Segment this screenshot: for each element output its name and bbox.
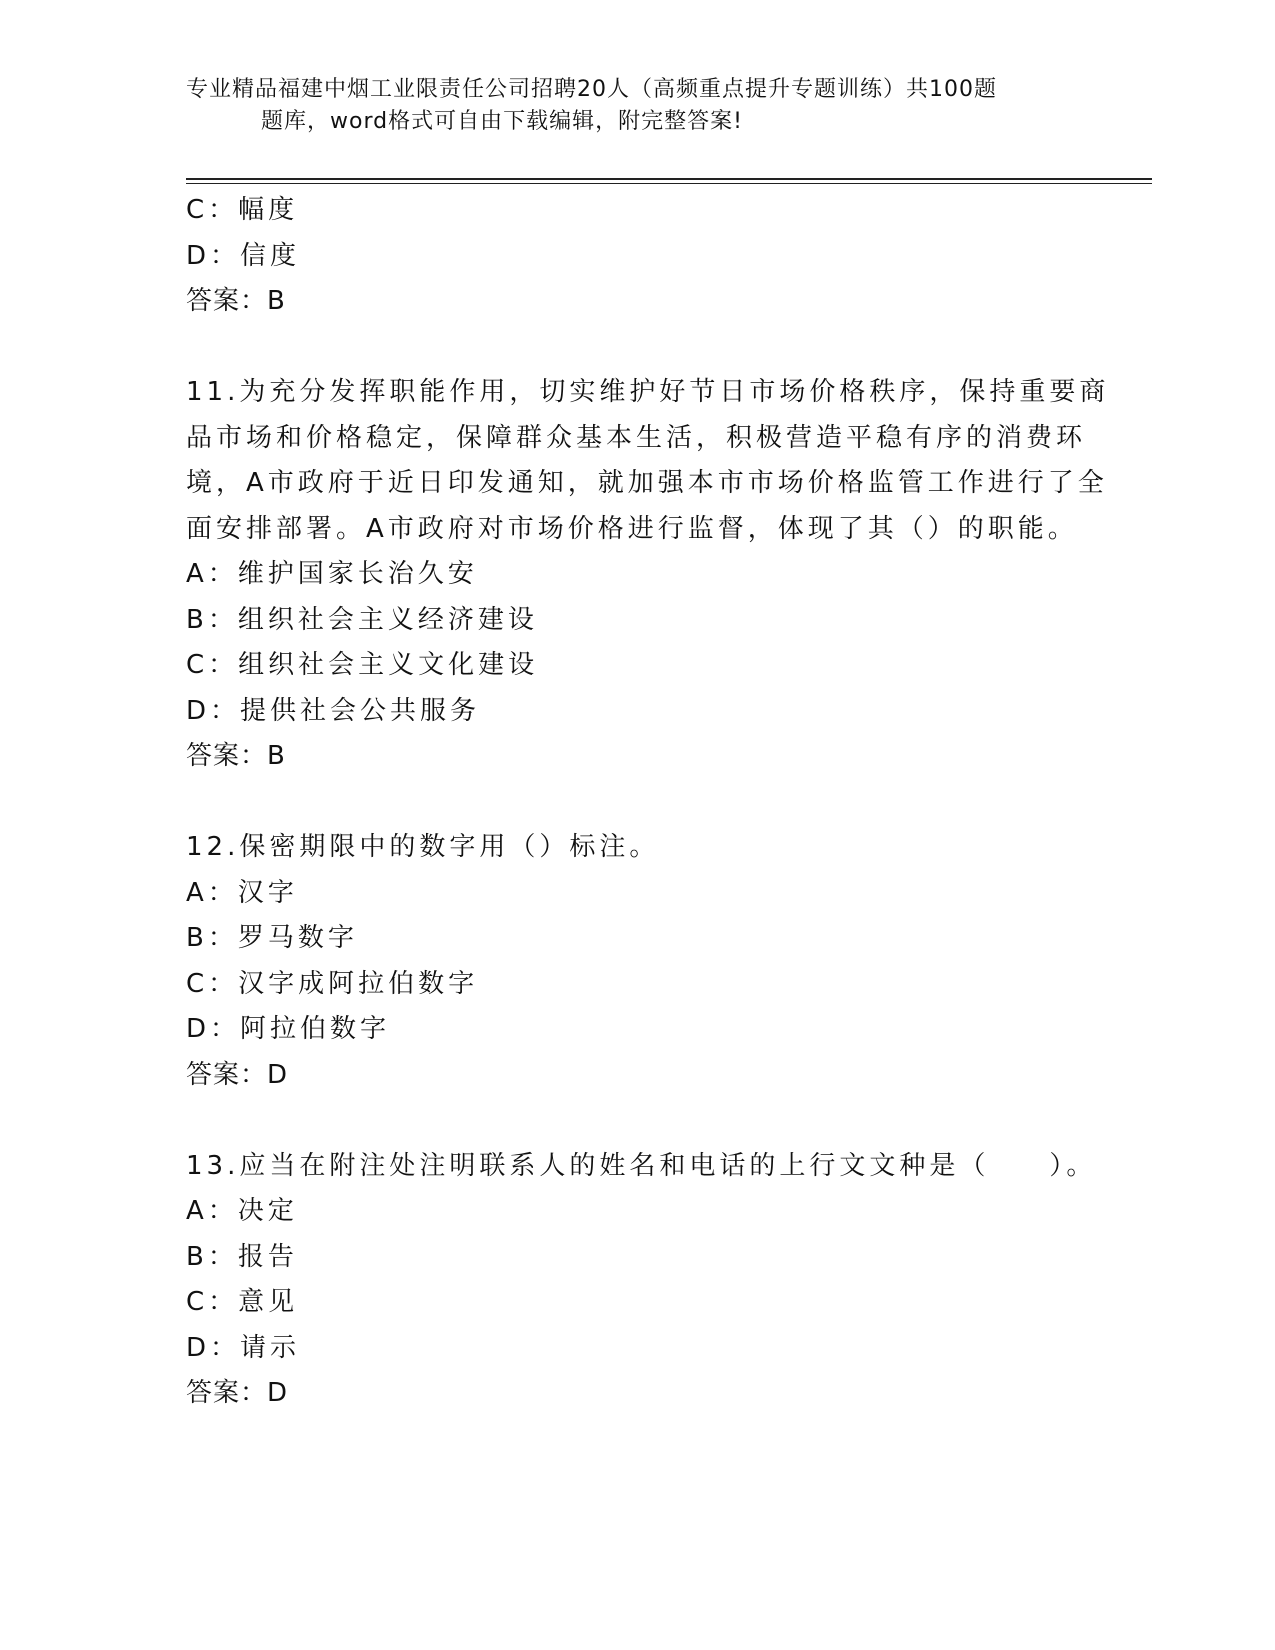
question-stem: 12.保密期限中的数字用（）标注。 <box>186 832 660 862</box>
option-a: A：决定 <box>186 1196 298 1226</box>
answer: 答案：B <box>186 286 286 316</box>
header-line-1: 专业精品福建中烟工业限责任公司招聘20人（高频重点提升专题训练）共100题 <box>186 77 997 102</box>
option-c: C：幅度 <box>186 195 299 225</box>
option-b: B：报告 <box>186 1241 298 1272</box>
answer: 答案：D <box>186 1059 289 1090</box>
question-stem: 13.应当在附注处注明联系人的姓名和电话的上行文文种是（ ）。 <box>186 1150 1097 1181</box>
option-a: A：汉字 <box>186 877 298 908</box>
header-rule-thin <box>186 183 1152 184</box>
question-11 <box>186 370 1110 780</box>
question-stem-line: 境，A市政府于近日印发通知，就加强本市市场价格监管工作进行了全 <box>186 468 1108 498</box>
option-c: C：组织社会主义文化建设 <box>186 650 539 680</box>
option-b: B：罗马数字 <box>186 923 358 953</box>
question-12 <box>186 825 1086 1098</box>
document-header <box>186 74 1066 138</box>
answer: 答案：D <box>186 1378 289 1408</box>
option-b: B：组织社会主义经济建设 <box>186 604 538 635</box>
document-body <box>186 188 1110 1417</box>
header-rule-thick <box>186 178 1152 180</box>
option-a: A：维护国家长治久安 <box>186 559 478 589</box>
option-c: C：意见 <box>186 1287 299 1317</box>
option-d: D：请示 <box>186 1332 301 1363</box>
question-stem-line: 品市场和价格稳定，保障群众基本生活，积极营造平稳有序的消费环 <box>186 422 1087 453</box>
question-13 <box>186 1144 1097 1417</box>
answer: 答案：B <box>186 741 286 771</box>
option-c: C：汉字成阿拉伯数字 <box>186 968 479 999</box>
question-10-tail <box>186 188 1086 325</box>
question-stem-line: 面安排部署。A市政府对市场价格进行监督，体现了其（）的职能。 <box>186 513 1078 544</box>
option-d: D：信度 <box>186 240 301 271</box>
option-d: D：提供社会公共服务 <box>186 695 481 726</box>
option-d: D：阿拉伯数字 <box>186 1014 391 1044</box>
header-line-2: 题库，word格式可自由下载编辑，附完整答案! <box>261 109 743 134</box>
question-stem-line: 11.为充分发挥职能作用，切实维护好节日市场价格秩序，保持重要商 <box>186 377 1110 407</box>
